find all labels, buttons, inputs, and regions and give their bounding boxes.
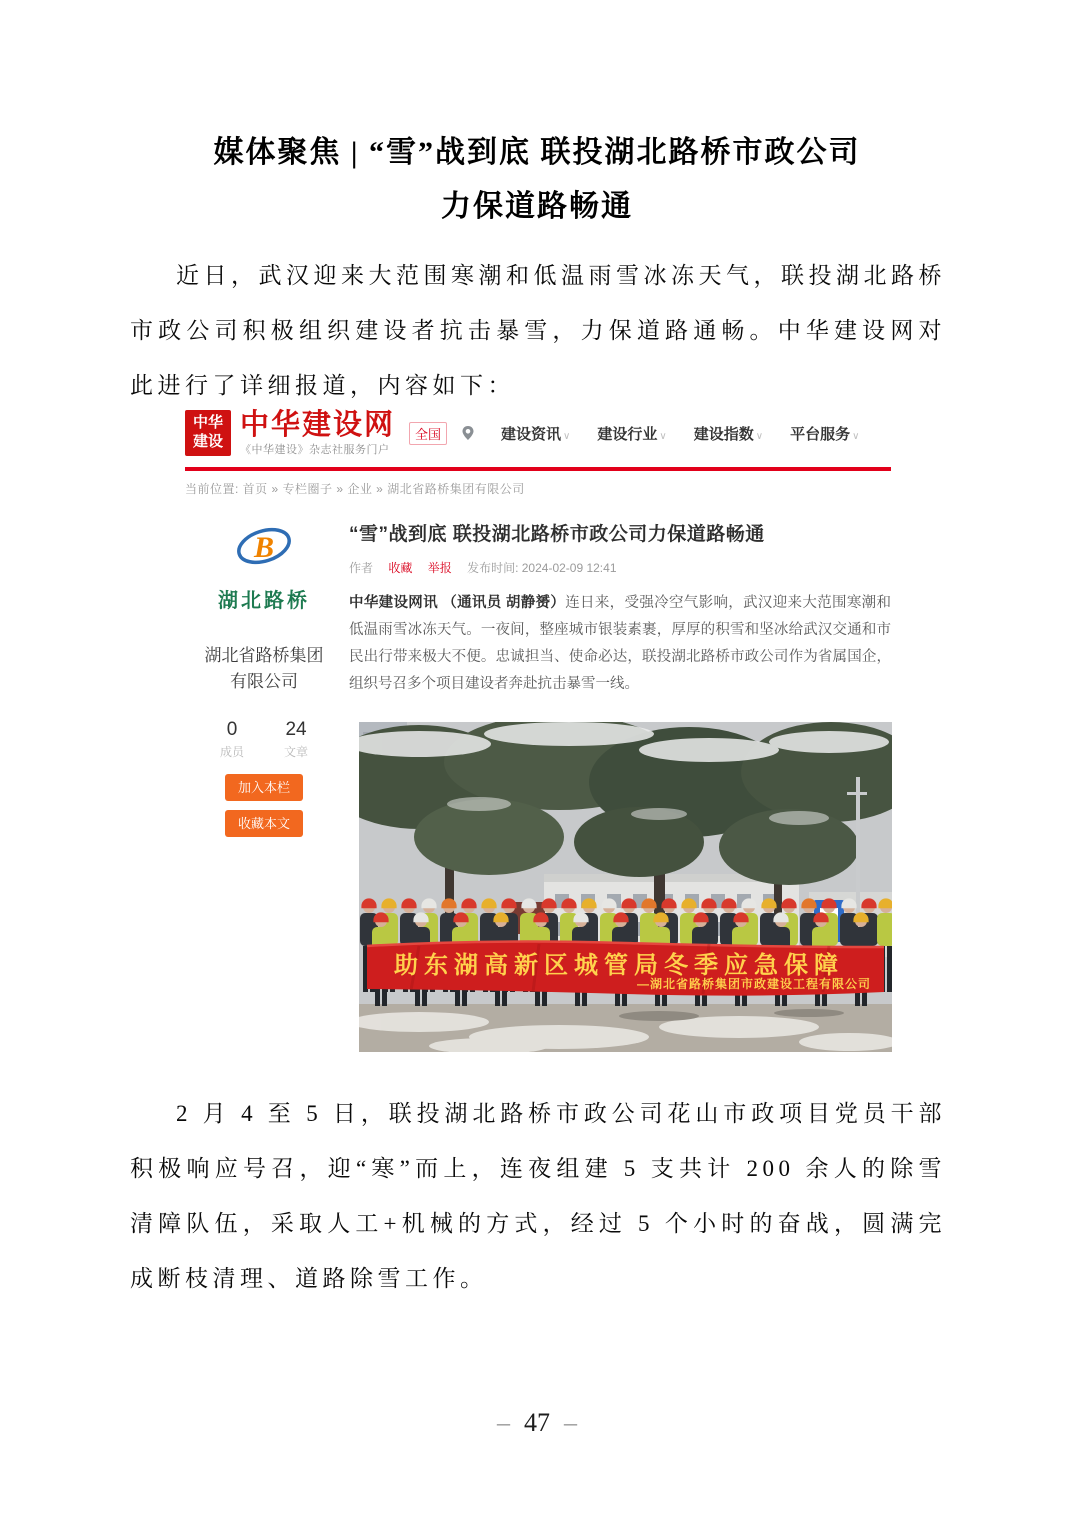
header-divider xyxy=(185,467,891,471)
stat-articles-value: 24 xyxy=(285,719,307,740)
document-title xyxy=(0,126,1074,234)
org-sidebar xyxy=(185,519,343,1052)
snowy-ground xyxy=(359,1004,892,1052)
logo-badge-line2: 建设 xyxy=(192,434,223,450)
nav-item-label: 平台服务 xyxy=(790,425,851,443)
webpage-body xyxy=(185,519,891,1052)
embedded-webpage-screenshot xyxy=(185,404,891,1052)
site-logo-text[interactable] xyxy=(240,410,395,457)
org-logo-icon xyxy=(227,519,301,577)
location-pin-icon[interactable] xyxy=(461,425,475,441)
breadcrumb[interactable]: 当前位置: 首页 » 专栏圈子 » 企业 » 湖北省路桥集团有限公司 xyxy=(185,482,525,496)
nav-item-industry[interactable] xyxy=(597,423,666,444)
stat-members xyxy=(220,719,244,760)
chevron-down-icon: ∨ xyxy=(755,430,764,442)
article-meta xyxy=(349,559,891,576)
article-title: “雪”战到底 联投湖北路桥市政公司力保道路畅通 xyxy=(349,524,765,545)
org-name: 湖北省路桥集团有限公司 xyxy=(204,646,324,691)
stat-articles xyxy=(284,719,308,760)
region-selector[interactable]: 全国 xyxy=(409,422,447,445)
banner-text-line1: 助东湖高新区城管局冬季应急保障 xyxy=(394,952,844,979)
article-photo xyxy=(359,722,892,1052)
stat-members-label: 成员 xyxy=(219,745,244,759)
favorite-article-button[interactable]: 收藏本文 xyxy=(225,810,303,837)
report-link[interactable]: 举报 xyxy=(427,561,452,575)
page-number: 47 xyxy=(524,1408,550,1437)
nav-item-index[interactable] xyxy=(694,423,763,444)
author-label: 作者 xyxy=(349,561,374,575)
logo-badge-line1: 中华 xyxy=(192,415,223,431)
intro-paragraph: 近日，武汉迎来大范围寒潮和低温雨雪冰冻天气，联投湖北路桥市政公司积极组织建设者抗击暴雪，力保道路通畅。中华建设网对此进行了详细报道，内容如下： xyxy=(130,263,946,398)
nav-item-platform[interactable] xyxy=(790,423,859,444)
org-stats xyxy=(185,719,343,760)
nav-item-label: 建设指数 xyxy=(693,425,754,443)
chevron-down-icon: ∨ xyxy=(563,430,571,442)
nav-item-label: 建设资讯 xyxy=(501,425,562,443)
stat-articles-label: 文章 xyxy=(284,745,309,759)
article-pane xyxy=(343,519,891,1052)
join-column-button[interactable]: 加入本栏 xyxy=(225,774,303,801)
site-logo-badge[interactable] xyxy=(185,410,231,456)
article-lead: 中华建设网讯 （通讯员 胡静赟） xyxy=(349,595,566,611)
site-header xyxy=(185,404,891,462)
page-footer xyxy=(0,1408,1074,1438)
red-banner xyxy=(367,942,884,996)
chevron-down-icon: ∨ xyxy=(852,430,860,442)
stat-members-value: 0 xyxy=(226,719,238,740)
publish-time: 发布时间: 2024-02-09 12:41 xyxy=(467,561,617,575)
body-paragraph: 2 月 4 至 5 日，联投湖北路桥市政公司花山市政项目党员干部积极响应号召，迎“寒”而上，连夜组建 5 支共计 200 余人的除雪清障队伍，采取人工+机械的方式，经过 5 个小时的奋战，圆满完成断枝清理、道路除雪工作。 xyxy=(130,1101,946,1291)
footer-dash-left: – xyxy=(497,1408,510,1437)
svg-text:B: B xyxy=(253,531,275,564)
main-nav xyxy=(501,423,859,444)
footer-dash-right: – xyxy=(564,1408,577,1437)
nav-item-news[interactable] xyxy=(501,423,570,444)
article-body-text: 连日来，受强冷空气影响，武汉迎来大范围寒潮和低温雨雪冰冻天气。一夜间，整座城市银装素裹，厚厚的积雪和坚冰给武汉交通和市民出行带来极大不便。忠诚担当、使命必达，联投湖北路桥市政公司作为省属国企，组织号召多个项目建设者奔赴抗击暴雪一线。 xyxy=(349,595,891,692)
document-title-line2: 力保道路畅通 xyxy=(441,190,633,223)
document-title-line1: 媒体聚焦 | “雪”战到底 联投湖北路桥市政公司 xyxy=(213,136,861,169)
site-name: 中华建设网 xyxy=(240,408,396,441)
site-subtitle: 《中华建设》杂志社服务门户 xyxy=(240,443,390,456)
org-logo-text: 湖北路桥 xyxy=(218,590,310,612)
article-body xyxy=(349,590,891,698)
chevron-down-icon: ∨ xyxy=(659,430,667,442)
favorite-link[interactable]: 收藏 xyxy=(388,561,413,575)
banner-text-line2: —湖北省路桥集团市政建设工程有限公司 xyxy=(636,977,871,991)
nav-item-label: 建设行业 xyxy=(597,425,658,443)
